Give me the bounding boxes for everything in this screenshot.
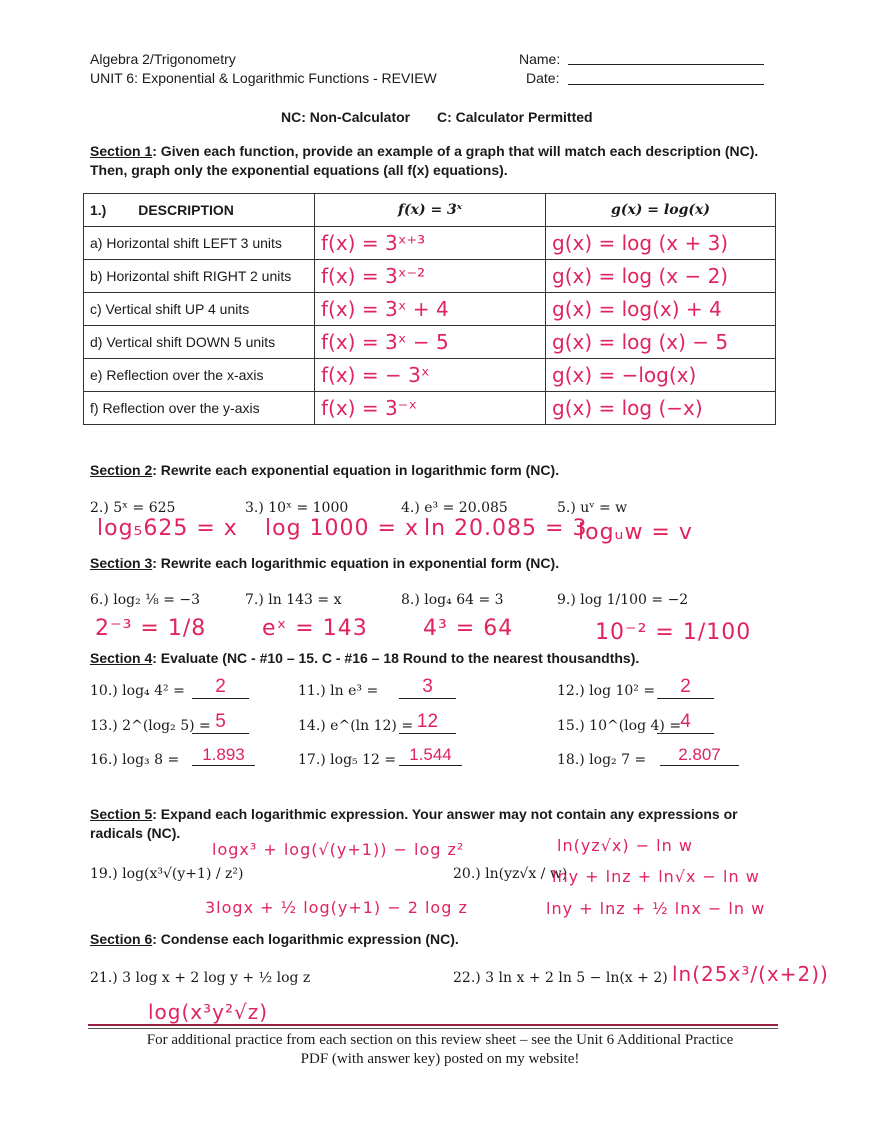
legend-c: C: Calculator Permitted — [437, 109, 593, 125]
answer-14[interactable]: 12 — [399, 711, 456, 734]
footer-rule-thin — [88, 1028, 778, 1029]
problem-18: 18.) log₂ 7 = — [557, 752, 647, 768]
section3-title: Section 3 — [90, 555, 153, 571]
problem-9: 9.) log 1/100 = −2 — [557, 592, 689, 608]
name-label: Name: — [519, 51, 561, 67]
section1-title: Section 1 — [90, 143, 153, 159]
section4-heading — [90, 650, 639, 666]
section5-text2: radicals (NC). — [90, 825, 181, 841]
answer-12[interactable]: 2 — [657, 676, 714, 699]
answer-3[interactable]: log 1000 = x — [265, 516, 419, 541]
section3-heading — [90, 555, 559, 571]
answer-9[interactable]: 10⁻² = 1/100 — [595, 620, 752, 645]
row-desc: f) Reflection over the y-axis — [84, 392, 315, 425]
problem-10: 10.) log₄ 4² = — [90, 683, 185, 699]
section1-text2: Then, graph only the exponential equations (all f(x) equations). — [90, 162, 508, 178]
row-g-answer[interactable]: g(x) = log (x − 2) — [546, 260, 776, 293]
answer-19-step2[interactable]: 3logx + ½ log(y+1) − 2 log z — [205, 898, 468, 917]
section4-title: Section 4 — [90, 650, 153, 666]
problem-6: 6.) log₂ ⅛ = −3 — [90, 592, 201, 608]
problem-7: 7.) ln 143 = x — [245, 592, 342, 608]
answer-20-step1[interactable]: ln(yz√x) − ln w — [557, 836, 693, 855]
problem-20: 20.) ln(yz√x / w) — [453, 866, 568, 882]
answer-21[interactable]: log(x³y²√z) — [148, 1000, 269, 1024]
header-g: g(x) = log(x) — [546, 194, 776, 227]
table-row — [84, 392, 776, 425]
section2-text: : Rewrite each exponential equation in logarithmic form (NC). — [152, 462, 560, 478]
answer-22[interactable]: ln(25x³/(x+2)) — [672, 962, 829, 986]
name-line[interactable] — [568, 64, 764, 65]
problem-13: 13.) 2^(log₂ 5) = — [90, 718, 211, 734]
answer-15[interactable]: 4 — [657, 711, 714, 734]
problem-5: 5.) uᵛ = w — [557, 500, 628, 516]
answer-19-step1[interactable]: logx³ + log(√(y+1)) − log z² — [212, 840, 465, 859]
row-g-answer[interactable]: g(x) = log(x) + 4 — [546, 293, 776, 326]
problem-8: 8.) log₄ 64 = 3 — [401, 592, 504, 608]
header-desc-label: DESCRIPTION — [138, 202, 234, 218]
row-f-answer[interactable]: f(x) = 3ˣ + 4 — [315, 293, 546, 326]
date-label: Date: — [526, 70, 560, 86]
answer-20-step2[interactable]: lny + lnz + ln√x − ln w — [552, 867, 760, 886]
section1-text: : Given each function, provide an example of a graph that will match each description (NC). — [152, 143, 759, 159]
footer-line1: For additional practice from each section on this review sheet – see the Unit 6 Additional Practice — [146, 1032, 734, 1048]
unit-title: UNIT 6: Exponential & Logarithmic Functions - REVIEW — [90, 70, 437, 86]
problem-3: 3.) 10ˣ = 1000 — [245, 500, 349, 516]
problem-2: 2.) 5ˣ = 625 — [90, 500, 176, 516]
answer-10[interactable]: 2 — [192, 676, 249, 699]
row-desc: d) Vertical shift DOWN 5 units — [84, 326, 315, 359]
row-g-answer[interactable]: g(x) = log (−x) — [546, 392, 776, 425]
problem-16: 16.) log₃ 8 = — [90, 752, 180, 768]
row-desc: a) Horizontal shift LEFT 3 units — [84, 227, 315, 260]
section4-text: : Evaluate (NC - #10 – 15. C - #16 – 18 Round to the nearest thousandths). — [152, 650, 640, 666]
section1-heading — [90, 143, 758, 159]
answer-6[interactable]: 2⁻³ = 1/8 — [95, 616, 207, 641]
problem-12: 12.) log 10² = — [557, 683, 656, 699]
section5-heading — [90, 806, 738, 822]
header-num: 1.) — [90, 202, 107, 218]
footer-line2: PDF (with answer key) posted on my website! — [300, 1051, 580, 1067]
problem-22: 22.) 3 ln x + 2 ln 5 − ln(x + 2) — [453, 970, 668, 986]
transformations-table — [83, 193, 776, 425]
row-g-answer[interactable]: g(x) = −log(x) — [546, 359, 776, 392]
table-row — [84, 326, 776, 359]
date-line[interactable] — [568, 84, 764, 85]
table-row — [84, 359, 776, 392]
row-g-answer[interactable]: g(x) = log (x) − 5 — [546, 326, 776, 359]
answer-4[interactable]: ln 20.085 = 3 — [424, 516, 588, 541]
section6-heading — [90, 931, 459, 947]
answer-11[interactable]: 3 — [399, 676, 456, 699]
footer-rule — [88, 1024, 778, 1026]
problem-17: 17.) log₅ 12 = — [298, 752, 397, 768]
row-f-answer[interactable]: f(x) = 3⁻ˣ — [315, 392, 546, 425]
answer-17[interactable]: 1.544 — [399, 745, 462, 766]
section3-text: : Rewrite each logarithmic equation in exponential form (NC). — [152, 555, 560, 571]
row-desc: e) Reflection over the x-axis — [84, 359, 315, 392]
answer-13[interactable]: 5 — [192, 711, 249, 734]
problem-19: 19.) log(x³√(y+1) / z²) — [90, 866, 244, 882]
row-f-answer[interactable]: f(x) = − 3ˣ — [315, 359, 546, 392]
header-desc — [84, 194, 315, 227]
problem-4: 4.) e³ = 20.085 — [401, 500, 508, 516]
row-f-answer[interactable]: f(x) = 3ˣ⁺³ — [315, 227, 546, 260]
answer-16[interactable]: 1.893 — [192, 745, 255, 766]
row-desc: b) Horizontal shift RIGHT 2 units — [84, 260, 315, 293]
section2-heading — [90, 462, 559, 478]
section5-text: : Expand each logarithmic expression. Your answer may not contain any expressions or — [152, 806, 738, 822]
header-f: f(x) = 3ˣ — [315, 194, 546, 227]
answer-7[interactable]: eˣ = 143 — [262, 616, 368, 641]
row-g-answer[interactable]: g(x) = log (x + 3) — [546, 227, 776, 260]
answer-18[interactable]: 2.807 — [660, 745, 739, 766]
answer-8[interactable]: 4³ = 64 — [423, 616, 514, 641]
section6-title: Section 6 — [90, 931, 153, 947]
row-f-answer[interactable]: f(x) = 3ˣ⁻² — [315, 260, 546, 293]
section5-title: Section 5 — [90, 806, 153, 822]
problem-11: 11.) ln e³ = — [298, 683, 379, 699]
section6-text: : Condense each logarithmic expression (NC). — [152, 931, 459, 947]
table-row — [84, 293, 776, 326]
table-row — [84, 260, 776, 293]
legend-nc: NC: Non-Calculator — [281, 109, 411, 125]
section2-title: Section 2 — [90, 462, 153, 478]
row-f-answer[interactable]: f(x) = 3ˣ − 5 — [315, 326, 546, 359]
table-row — [84, 227, 776, 260]
footer-note — [90, 1031, 790, 1069]
answer-20-step3[interactable]: lny + lnz + ½ lnx − ln w — [546, 899, 766, 918]
answer-2[interactable]: log₅625 = x — [97, 516, 238, 541]
table-header-row — [84, 194, 776, 227]
course-title: Algebra 2/Trigonometry — [90, 51, 236, 67]
problem-21: 21.) 3 log x + 2 log y + ½ log z — [90, 970, 311, 986]
row-desc: c) Vertical shift UP 4 units — [84, 293, 315, 326]
problem-15: 15.) 10^(log 4) = — [557, 718, 682, 734]
answer-5[interactable]: logᵤw = v — [578, 520, 693, 545]
problem-14: 14.) e^(ln 12) = — [298, 718, 414, 734]
